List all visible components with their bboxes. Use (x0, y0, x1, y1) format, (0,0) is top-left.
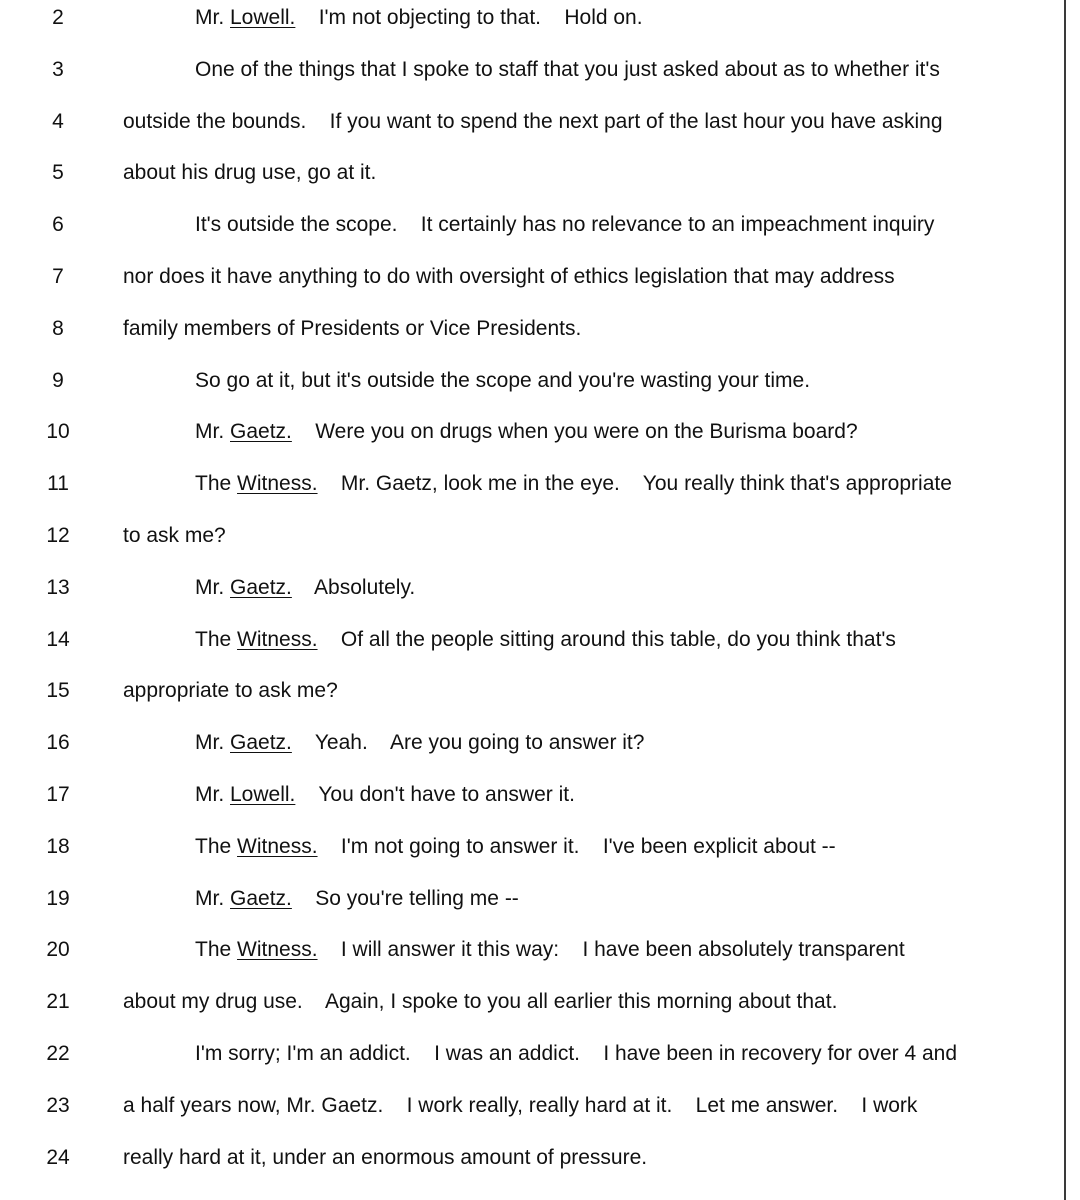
line-number: 19 (46, 886, 70, 910)
transcript-line (0, 830, 1064, 864)
text-segment: about his drug use, go at it. (123, 161, 377, 185)
speaker-name: Gaetz. (230, 731, 292, 755)
transcript-line (0, 623, 1064, 657)
transcript-line (0, 519, 1064, 553)
text-segment: I will answer it this way: I have been absolutely transparent (317, 938, 905, 962)
text-segment: Yeah. Are you going to answer it? (291, 731, 645, 755)
text-segment: The (195, 938, 238, 962)
line-text (195, 623, 896, 657)
line-text (123, 519, 226, 553)
line-text (123, 260, 895, 294)
line-text (123, 1141, 647, 1175)
text-segment: Of all the people sitting around this table, do you think that's (317, 627, 896, 651)
text-segment: family members of Presidents or Vice Presidents. (123, 316, 582, 340)
page-edge-border (1064, 0, 1066, 1200)
transcript-line (0, 467, 1064, 501)
line-text (195, 726, 644, 760)
speaker-name: Gaetz. (230, 886, 292, 910)
transcript-line (0, 985, 1064, 1019)
text-segment: really hard at it, under an enormous amount of pressure. (123, 1145, 648, 1169)
line-text (195, 53, 940, 87)
text-segment: Mr. (195, 420, 230, 444)
text-segment: Mr. (195, 783, 230, 806)
line-text (123, 674, 338, 708)
text-segment: I'm sorry; I'm an addict. I was an addict. I have been in recovery for over 4 and (195, 1042, 958, 1065)
text-segment: Mr. (195, 575, 230, 599)
text-segment: The (195, 472, 238, 496)
line-number: 21 (46, 990, 70, 1014)
transcript-line (0, 1, 1064, 35)
line-text (195, 933, 905, 967)
line-number: 17 (46, 783, 70, 806)
line-text (123, 1089, 917, 1123)
transcript-line (0, 260, 1064, 294)
text-segment: a half years now, Mr. Gaetz. I work really, really hard at it. Let me answer. I work (123, 1093, 918, 1117)
speaker-name: Gaetz. (230, 575, 292, 599)
text-segment: Mr. (195, 731, 230, 755)
speaker-name: Gaetz. (230, 420, 292, 444)
text-segment: You don't have to answer it. (295, 783, 575, 806)
line-number: 15 (46, 679, 70, 703)
line-text (195, 364, 810, 398)
line-text (195, 467, 952, 501)
speaker-name: Witness. (237, 938, 318, 962)
line-text (123, 312, 581, 346)
transcript-line (0, 726, 1064, 760)
line-number: 22 (46, 1042, 70, 1065)
transcript-line (0, 156, 1064, 190)
text-segment: Mr. Gaetz, look me in the eye. You really think that's appropriate (317, 472, 952, 496)
line-number: 13 (46, 575, 70, 599)
transcript-line (0, 364, 1064, 398)
line-number: 7 (52, 265, 64, 288)
line-number: 10 (46, 420, 70, 444)
speaker-name: Lowell. (230, 6, 296, 29)
transcript-line (0, 208, 1064, 242)
transcript-line (0, 778, 1064, 812)
text-segment: The (195, 627, 238, 651)
text-segment: Mr. (195, 886, 230, 910)
line-number: 23 (46, 1093, 70, 1117)
line-number: 3 (52, 57, 64, 81)
line-number: 4 (52, 109, 64, 133)
line-text (123, 105, 943, 139)
text-segment: appropriate to ask me? (123, 679, 338, 703)
line-text (195, 882, 519, 916)
transcript-line (0, 1089, 1064, 1123)
text-segment: So you're telling me -- (291, 886, 519, 910)
line-number: 9 (52, 368, 64, 392)
transcript-line (0, 1037, 1064, 1071)
line-number: 14 (46, 627, 70, 651)
line-text (195, 830, 836, 864)
line-number: 18 (46, 834, 70, 858)
speaker-name: Witness. (237, 472, 318, 496)
line-text (195, 571, 415, 605)
text-segment: One of the things that I spoke to staff that you just asked about as to whether it's (195, 57, 940, 81)
text-segment: Absolutely. (291, 575, 416, 599)
line-text (195, 778, 575, 812)
line-number: 12 (46, 524, 70, 547)
speaker-name: Witness. (237, 627, 318, 651)
line-number: 24 (46, 1145, 70, 1169)
transcript-line (0, 415, 1064, 449)
transcript-line (0, 882, 1064, 916)
line-number: 6 (52, 213, 64, 237)
line-text (123, 985, 837, 1019)
transcript-line (0, 933, 1064, 967)
transcript-line (0, 1141, 1064, 1175)
line-text (195, 415, 858, 449)
text-segment: The (195, 834, 238, 858)
line-number: 16 (46, 731, 70, 755)
text-segment: Mr. (195, 6, 230, 29)
line-number: 2 (52, 6, 64, 29)
line-text (195, 1037, 957, 1071)
text-segment: I'm not going to answer it. I've been explicit about -- (317, 834, 836, 858)
line-text (195, 1, 643, 35)
line-text (195, 208, 934, 242)
text-segment: It's outside the scope. It certainly has no relevance to an impeachment inquiry (195, 213, 935, 237)
text-segment: nor does it have anything to do with oversight of ethics legislation that may address (123, 265, 895, 288)
transcript-line (0, 674, 1064, 708)
transcript-line (0, 53, 1064, 87)
text-segment: outside the bounds. If you want to spend the next part of the last hour you have asking (123, 109, 943, 133)
line-number: 5 (52, 161, 64, 185)
transcript-line (0, 312, 1064, 346)
line-text (123, 156, 376, 190)
text-segment: Were you on drugs when you were on the Burisma board? (291, 420, 858, 444)
line-number: 20 (46, 938, 70, 962)
text-segment: So go at it, but it's outside the scope and you're wasting your time. (195, 368, 811, 392)
speaker-name: Witness. (237, 834, 318, 858)
text-segment: about my drug use. Again, I spoke to you all earlier this morning about that. (123, 990, 838, 1014)
transcript-line (0, 105, 1064, 139)
line-number: 8 (52, 316, 64, 340)
transcript-line (0, 571, 1064, 605)
text-segment: to ask me? (123, 524, 226, 547)
text-segment: I'm not objecting to that. Hold on. (295, 6, 643, 29)
line-number: 11 (47, 472, 69, 496)
speaker-name: Lowell. (230, 783, 296, 806)
